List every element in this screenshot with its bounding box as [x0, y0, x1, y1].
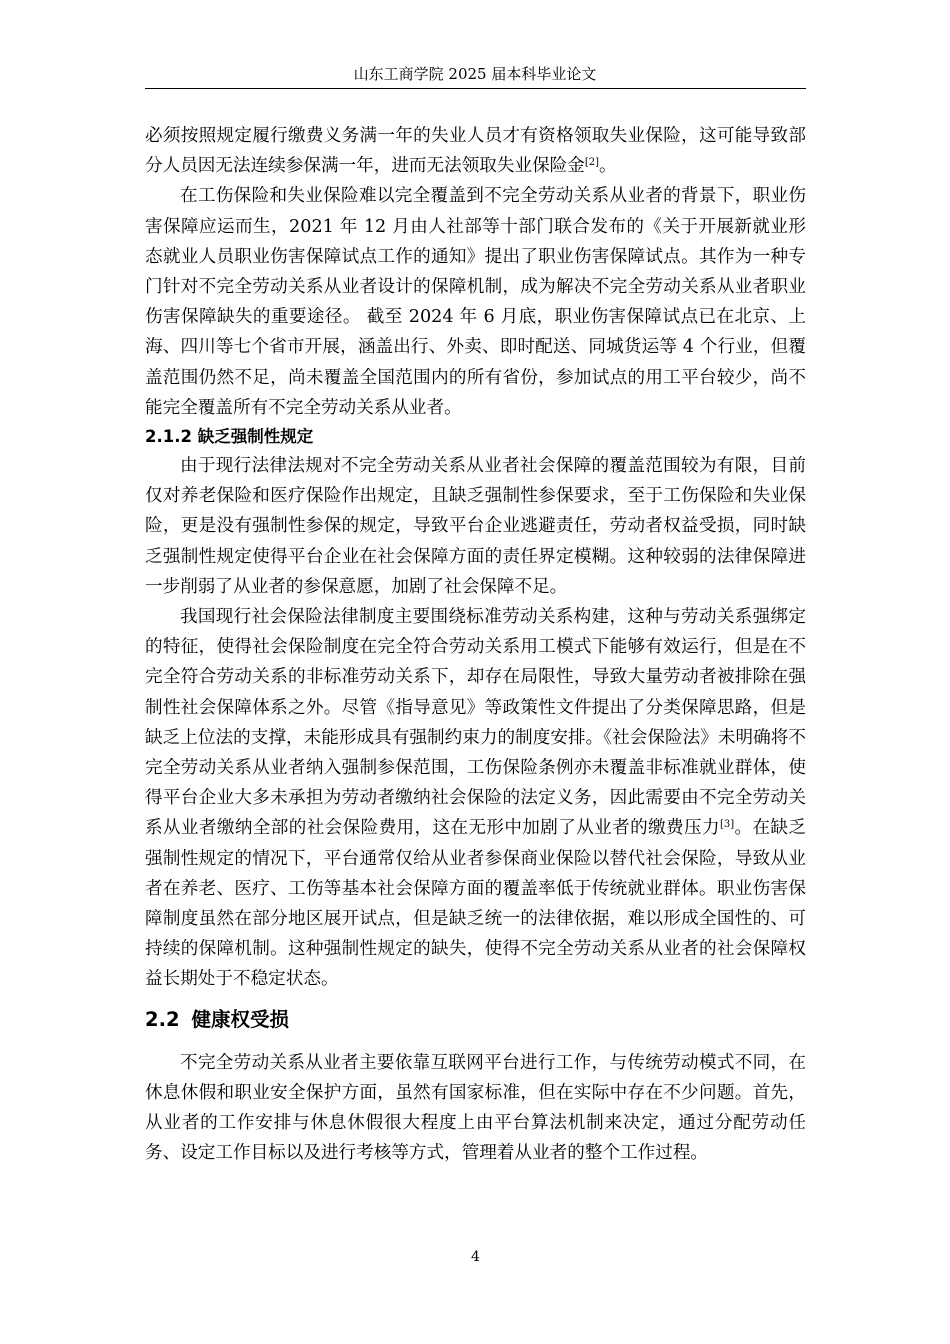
paragraph-text: 我国现行社会保险法律制度主要围绕标准劳动关系构建，这种与劳动关系强绑定的特征，使得社会保险制度在完全符合劳动关系用工模式下能够有效运行，但是在不完全符合劳动关系的非标准劳动关系下，却存在局限性，导致大量劳动者被排除在强制性社会保障体系之外。尽管《指导意见》等政策性文件提出了分类保障思路，但是缺乏上位法的支撑，未能形成具有强制约束力的制度安排。《社会保险法》未明确将不完全劳动关系从业者纳入强制参保范围，工伤保险条例亦未覆盖非标准就业群体，使得平台企业大多未承担为劳动者缴纳社会保险的法定义务，因此需要由不完全劳动关系从业者缴纳全部的社会保险费用，这在无形中加剧了从业者的缴费压力	[145, 607, 806, 839]
page-number: 4	[471, 1249, 480, 1265]
paragraph-health-rights: 不完全劳动关系从业者主要依靠互联网平台进行工作，与传统劳动模式不同，在休息休假和职业安全保护方面，虽然有国家标准，但在实际中存在不少问题。首先，从业者的工作安排与休息休假很大程度上由平台算法机制来决定，通过分配劳动任务、设定工作目标以及进行考核等方式，管理着从业者的整个工作过程。	[145, 1052, 806, 1164]
citation-ref: [3]	[719, 819, 735, 831]
header-rule	[145, 88, 806, 89]
section-heading-2-1-2: 2.1.2 缺乏强制性规定	[145, 427, 314, 447]
paragraph-text: 必须按照规定履行缴费义务满一年的失业人员才有资格领取失业保险，这可能导致部分人员因无法连续参保满一年，进而无法领取失业保险金	[145, 126, 806, 177]
paragraph-social-insurance-law	[145, 602, 806, 995]
paragraph-tail: 。	[599, 156, 617, 177]
section-title: 健康权受损	[191, 1007, 290, 1031]
citation-ref: [2]	[584, 157, 600, 169]
paragraph-tail: 。在缺乏强制性规定的情况下，平台通常仅给从业者参保商业保险以替代社会保险，导致从业者在养老、医疗、工伤等基本社会保障方面的覆盖率低于传统就业群体。职业伤害保障制度虽然在部分地区展开试点，但是缺乏统一的法律依据，难以形成全国性的、可持续的保障机制。这种强制性规定的缺失，使得不完全劳动关系从业者的社会保障权益长期处于不稳定状态。	[145, 818, 806, 990]
section-heading-2-2	[145, 1005, 806, 1035]
paragraph-legal-coverage: 由于现行法律法规对不完全劳动关系从业者社会保障的覆盖范围较为有限，目前仅对养老保险和医疗保险作出规定，且缺乏强制性参保要求，至于工伤保险和失业保险，更是没有强制性参保的规定，导致平台企业逃避责任，劳动者权益受损，同时缺乏强制性规定使得平台企业在社会保障方面的责任界定模糊。这种较弱的法律保障进一步削弱了从业者的参保意愿，加剧了社会保障不足。	[145, 456, 806, 597]
paragraph-occupational-injury: 在工伤保险和失业保险难以完全覆盖到不完全劳动关系从业者的背景下，职业伤害保障应运而生，2021 年 12 月由人社部等十部门联合发布的《关于开展新就业形态就业人员职业伤害保障试点工作的通知》提出了职业伤害保障试点。其作为一种专门针对不完全劳动关系从业者设计的保障机制，成为解决不完全劳动关系从业者职业伤害保障缺失的重要途径。 截至 2024 年 6 月底，职业伤害保障试点已在北京、上海、四川等七个省市开展，涵盖出行、外卖、即时配送、同城货运等 4 个行业，但覆盖范围仍然不足，尚未覆盖全国范围内的所有省份，参加试点的用工平台较少，尚不能完全覆盖所有不完全劳动关系从业者。	[145, 186, 806, 418]
paragraph-continuation	[145, 121, 806, 181]
page-body	[145, 121, 806, 1169]
running-header: 山东工商学院 2025 届本科毕业论文	[353, 65, 597, 83]
section-number: 2.2	[145, 1007, 180, 1031]
